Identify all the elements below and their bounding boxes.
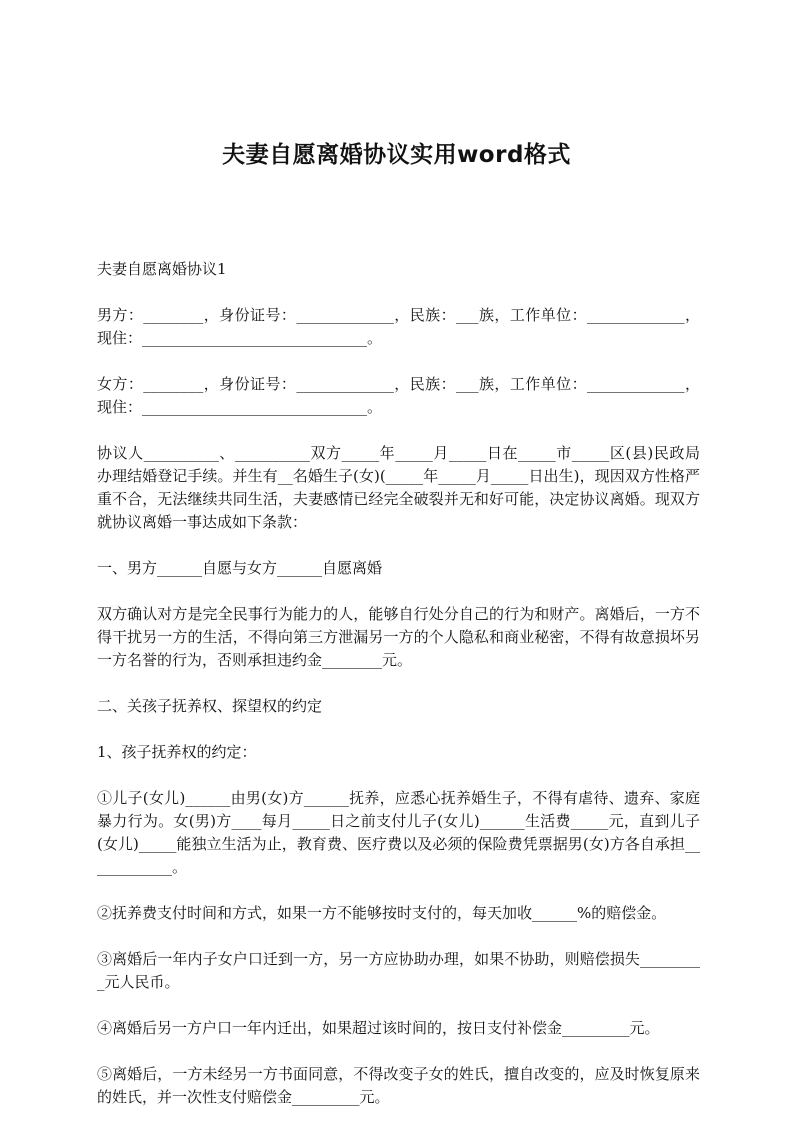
clause-heading-1: 一、男方______自愿与女方______自愿离婚 (97, 559, 383, 577)
list-item-4: ④离婚后另一方户口一年内迁出，如果超过该时间的，按日支付补偿金_________元。 (97, 1019, 660, 1037)
page-title: 夫妻自愿离婚协议实用word格式 (222, 142, 571, 168)
clause-heading-2: 二、关孩子抚养权、探望权的约定 (97, 697, 323, 715)
document-body (97, 258, 700, 1132)
section-heading: 夫妻自愿离婚协议1 (97, 260, 227, 278)
paragraph-agreement-intro: 协议人__________、__________双方_____年_____月_____日在_____市_____区(县)民政局办理结婚登记手续。并生有__名婚生子(女)(_____年_____月_____日出生)，现因双方性格严重不合，无法继续共同生活，夫妻感情已经完全破裂并无和好可能，决定协议离婚。现双方就协议离婚一事达成如下条款： (97, 444, 700, 531)
list-item-5: ⑤离婚后，一方未经另一方书面同意，不得改变子女的姓氏，擅自改变的，应及时恢复原来的姓氏，并一次性支付赔偿金_________元。 (97, 1065, 700, 1106)
list-item-1: ①儿子(女儿)______由男(女)方______抚养，应悉心抚养婚生子，不得有虐待、遗弃、家庭暴力行为。女(男)方____每月_____日之前支付儿子(女儿)______生活费_____元，直到儿子(女儿)_____能独立生活为止，教育费、医疗费以及必须的保险费凭票据男(女)方各自承担____________。 (97, 789, 700, 876)
list-item-3: ③离婚后一年内子女户口迁到一方，另一方应协助办理，如果不协助，则赔偿损失_________元人民币。 (97, 950, 700, 991)
paragraph-husband-info: 男方：________，身份证号：_____________，民族：___族，工作单位：_____________，现住：______________________________。 (97, 306, 700, 347)
paragraph-wife-info: 女方：________，身份证号：_____________，民族：___族，工作单位：_____________，现住：______________________________。 (97, 375, 700, 416)
sub-clause-heading: 1、孩子抚养权的约定： (97, 743, 257, 761)
paragraph-capacity: 双方确认对方是完全民事行为能力的人，能够自行处分自己的行为和财产。离婚后，一方不得干扰另一方的生活，不得向第三方泄漏另一方的个人隐私和商业秘密，不得有故意损坏另一方名誉的行为，否则承担违约金________元。 (97, 605, 700, 669)
list-item-2: ②抚养费支付时间和方式，如果一方不能够按时支付的，每天加收______%的赔偿金。 (97, 904, 667, 922)
